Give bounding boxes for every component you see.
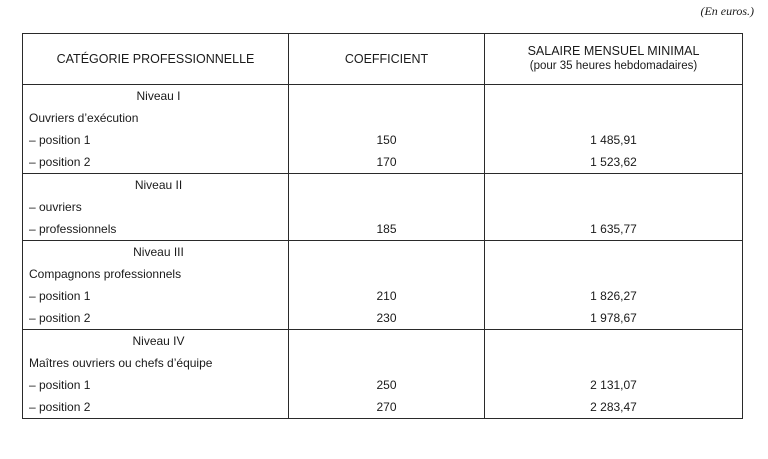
coefficient-cell: 210 bbox=[289, 285, 485, 307]
category-cell: Maîtres ouvriers ou chefs d’équipe bbox=[23, 352, 289, 374]
coefficient-cell: 230 bbox=[289, 307, 485, 330]
category-cell: – position 2 bbox=[23, 307, 289, 330]
salary-cell: 1 523,62 bbox=[485, 151, 743, 174]
category-cell: – position 2 bbox=[23, 396, 289, 419]
header-salary-title: SALAIRE MENSUEL MINIMAL bbox=[527, 44, 700, 58]
table-row bbox=[23, 107, 743, 129]
level-title: Niveau II bbox=[23, 174, 289, 197]
level-title-row bbox=[23, 174, 743, 197]
salary-cell bbox=[485, 263, 743, 285]
coefficient-cell bbox=[289, 107, 485, 129]
level-title: Niveau IV bbox=[23, 330, 289, 353]
level-title: Niveau I bbox=[23, 85, 289, 108]
coefficient-cell bbox=[289, 263, 485, 285]
salary-cell: 1 635,77 bbox=[485, 218, 743, 241]
coefficient-cell: 250 bbox=[289, 374, 485, 396]
salary-cell: 1 485,91 bbox=[485, 129, 743, 151]
table-row bbox=[23, 196, 743, 218]
header-row bbox=[23, 34, 743, 85]
table-row bbox=[23, 285, 743, 307]
coefficient-cell: 185 bbox=[289, 218, 485, 241]
table-row bbox=[23, 129, 743, 151]
salary-cell: 2 131,07 bbox=[485, 374, 743, 396]
category-cell: Ouvriers d’exécution bbox=[23, 107, 289, 129]
salary-cell bbox=[485, 107, 743, 129]
category-cell: Compagnons professionnels bbox=[23, 263, 289, 285]
salary-table bbox=[22, 33, 743, 419]
salary-cell: 1 826,27 bbox=[485, 285, 743, 307]
coefficient-cell bbox=[289, 196, 485, 218]
salary-cell: 2 283,47 bbox=[485, 396, 743, 419]
table-row bbox=[23, 374, 743, 396]
level-title-row bbox=[23, 85, 743, 108]
table-row bbox=[23, 263, 743, 285]
level-title-row bbox=[23, 330, 743, 353]
header-salary bbox=[485, 34, 743, 85]
category-cell: – position 1 bbox=[23, 374, 289, 396]
header-category: CATÉGORIE PROFESSIONNELLE bbox=[23, 34, 289, 85]
table-row bbox=[23, 352, 743, 374]
coefficient-cell: 150 bbox=[289, 129, 485, 151]
table-row bbox=[23, 218, 743, 241]
header-salary-subtitle: (pour 35 heures hebdomadaires) bbox=[529, 60, 698, 72]
coefficient-cell bbox=[289, 352, 485, 374]
table-row bbox=[23, 151, 743, 174]
coefficient-cell: 270 bbox=[289, 396, 485, 419]
salary-cell bbox=[485, 352, 743, 374]
category-cell: – position 1 bbox=[23, 129, 289, 151]
level-4-group bbox=[23, 330, 743, 419]
category-cell: – position 1 bbox=[23, 285, 289, 307]
coefficient-cell: 170 bbox=[289, 151, 485, 174]
table-row bbox=[23, 307, 743, 330]
category-cell: – position 2 bbox=[23, 151, 289, 174]
category-cell: – ouvriers bbox=[23, 196, 289, 218]
category-cell: – professionnels bbox=[23, 218, 289, 241]
salary-cell: 1 978,67 bbox=[485, 307, 743, 330]
level-title-row bbox=[23, 241, 743, 264]
level-3-group bbox=[23, 241, 743, 330]
level-2-group bbox=[23, 174, 743, 241]
level-1-group bbox=[23, 85, 743, 174]
unit-note: (En euros.) bbox=[700, 4, 754, 18]
table-row bbox=[23, 396, 743, 419]
level-title: Niveau III bbox=[23, 241, 289, 264]
header-coefficient: COEFFICIENT bbox=[289, 34, 485, 85]
salary-cell bbox=[485, 196, 743, 218]
